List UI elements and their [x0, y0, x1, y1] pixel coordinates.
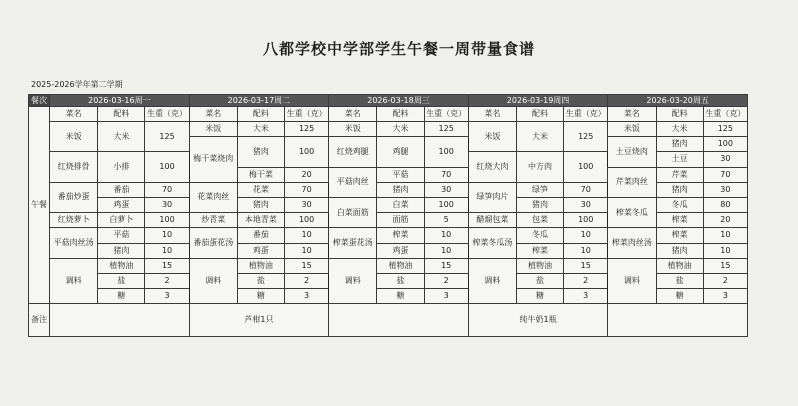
ingredient-weight: 3 [703, 289, 747, 304]
col-weight: 生重（克） [703, 107, 747, 122]
day-header: 2026-03-18周三 [329, 95, 469, 107]
dish-name: 调料 [329, 258, 377, 304]
ingredient-name: 白萝卜 [98, 213, 145, 228]
dish-name: 调料 [608, 258, 656, 304]
ingredient-name: 植物油 [98, 258, 145, 273]
col-dish: 菜名 [329, 107, 377, 122]
ingredient-name: 糖 [237, 289, 284, 304]
dish-name: 平菇肉丝 [329, 167, 377, 197]
ingredient-name: 榨菜 [656, 228, 703, 243]
ingredient-weight: 2 [424, 273, 468, 288]
dish-name: 米饭 [329, 122, 377, 137]
ingredient-weight: 5 [424, 213, 468, 228]
ingredient-name: 榨菜 [516, 243, 563, 258]
col-ingredient: 配料 [237, 107, 284, 122]
ingredient-weight: 10 [285, 228, 329, 243]
ingredient-weight: 80 [703, 197, 747, 212]
dish-name: 米饭 [189, 122, 237, 137]
ingredient-weight: 3 [285, 289, 329, 304]
dish-name: 榨菜蛋花汤 [329, 228, 377, 258]
ingredient-weight: 70 [285, 182, 329, 197]
dish-name: 炒青菜 [189, 213, 237, 228]
dish-name: 绿笋肉片 [468, 182, 516, 212]
ingredient-weight: 3 [564, 289, 608, 304]
ingredient-weight: 100 [285, 137, 329, 167]
ingredient-weight: 70 [703, 167, 747, 182]
ingredient-name: 榨菜 [377, 228, 424, 243]
col-dish: 菜名 [189, 107, 237, 122]
ingredient-name: 番茄 [237, 228, 284, 243]
ingredient-weight: 10 [145, 228, 189, 243]
ingredient-name: 平菇 [377, 167, 424, 182]
ingredient-weight: 100 [703, 137, 747, 152]
ingredient-weight: 125 [424, 122, 468, 137]
ingredient-weight: 2 [285, 273, 329, 288]
ingredient-weight: 100 [424, 197, 468, 212]
ingredient-name: 盐 [516, 273, 563, 288]
ingredient-weight: 15 [285, 258, 329, 273]
dish-name: 调料 [189, 258, 237, 304]
ingredient-weight: 2 [703, 273, 747, 288]
dish-name: 红烧排骨 [50, 152, 98, 182]
dish-name: 红烧鸡腿 [329, 137, 377, 167]
term-label: 2025-2026学年第二学期 [31, 80, 123, 89]
ingredient-weight: 10 [285, 243, 329, 258]
ingredient-weight: 10 [703, 228, 747, 243]
ingredient-name: 大米 [237, 122, 284, 137]
ingredient-weight: 70 [564, 182, 608, 197]
col-ingredient: 配料 [98, 107, 145, 122]
date-header-row [29, 95, 748, 107]
dish-name: 榨菜冬瓜 [608, 197, 656, 227]
ingredient-weight: 15 [564, 258, 608, 273]
dish-name: 花菜肉丝 [189, 182, 237, 212]
note-row [29, 304, 748, 337]
ingredient-weight: 100 [564, 152, 608, 182]
ingredient-weight: 100 [285, 213, 329, 228]
ingredient-name: 芹菜 [656, 167, 703, 182]
col-dish: 菜名 [608, 107, 656, 122]
dish-name: 梅干菜烧肉 [189, 137, 237, 183]
ingredient-weight: 10 [145, 243, 189, 258]
ingredient-name: 中方肉 [516, 152, 563, 182]
ingredient-weight: 30 [285, 197, 329, 212]
ingredient-weight: 100 [145, 213, 189, 228]
ingredient-weight: 10 [703, 243, 747, 258]
dish-name: 米饭 [468, 122, 516, 152]
col-weight: 生重（克） [145, 107, 189, 122]
column-header-row [29, 107, 748, 122]
meal-name: 午餐 [29, 107, 50, 304]
day-header: 2026-03-17周二 [189, 95, 329, 107]
ingredient-name: 猪肉 [656, 182, 703, 197]
ingredient-name: 猪肉 [237, 197, 284, 212]
page-title: 八都学校中学部学生午餐一周带量食谱 [262, 40, 535, 58]
weekly-menu-table [28, 94, 748, 337]
ingredient-weight: 3 [145, 289, 189, 304]
note-cell [329, 304, 469, 337]
ingredient-name: 盐 [98, 273, 145, 288]
meal-header: 餐次 [29, 95, 50, 107]
col-weight: 生重（克） [424, 107, 468, 122]
dish-name: 土豆烧肉 [608, 137, 656, 167]
ingredient-name: 冬瓜 [656, 197, 703, 212]
note-cell [608, 304, 748, 337]
ingredient-name: 小排 [98, 152, 145, 182]
ingredient-name: 榨菜 [656, 213, 703, 228]
ingredient-weight: 100 [145, 152, 189, 182]
ingredient-name: 大米 [656, 122, 703, 137]
ingredient-weight: 20 [285, 167, 329, 182]
ingredient-name: 包菜 [516, 213, 563, 228]
day-header: 2026-03-19周四 [468, 95, 608, 107]
ingredient-name: 花菜 [237, 182, 284, 197]
ingredient-weight: 30 [145, 197, 189, 212]
ingredient-weight: 30 [424, 182, 468, 197]
ingredient-name: 面筋 [377, 213, 424, 228]
ingredient-name: 植物油 [516, 258, 563, 273]
ingredient-name: 番茄 [98, 182, 145, 197]
ingredient-name: 猪肉 [377, 182, 424, 197]
ingredient-name: 猪肉 [516, 197, 563, 212]
col-dish: 菜名 [468, 107, 516, 122]
ingredient-name: 盐 [377, 273, 424, 288]
ingredient-name: 平菇 [98, 228, 145, 243]
ingredient-weight: 100 [424, 137, 468, 167]
ingredient-weight: 125 [703, 122, 747, 137]
dish-name: 米饭 [608, 122, 656, 137]
dish-name: 醋熘包菜 [468, 213, 516, 228]
ingredient-name: 猪肉 [656, 137, 703, 152]
ingredient-weight: 20 [703, 213, 747, 228]
ingredient-weight: 15 [424, 258, 468, 273]
ingredient-name: 梅干菜 [237, 167, 284, 182]
ingredient-name: 土豆 [656, 152, 703, 167]
ingredient-weight: 125 [285, 122, 329, 137]
ingredient-weight: 10 [564, 228, 608, 243]
ingredient-name: 植物油 [237, 258, 284, 273]
day-header: 2026-03-16周一 [50, 95, 190, 107]
ingredient-name: 植物油 [656, 258, 703, 273]
ingredient-name: 猪肉 [656, 243, 703, 258]
note-cell: 纯牛奶1瓶 [468, 304, 608, 337]
col-weight: 生重（克） [564, 107, 608, 122]
ingredient-name: 糖 [377, 289, 424, 304]
dish-name: 平菇肉丝汤 [50, 228, 98, 258]
dish-name: 调料 [50, 258, 98, 304]
ingredient-name: 糖 [656, 289, 703, 304]
ingredient-weight: 3 [424, 289, 468, 304]
dish-name: 番茄炒蛋 [50, 182, 98, 212]
dish-name: 榨菜肉丝汤 [608, 228, 656, 258]
ingredient-weight: 30 [703, 152, 747, 167]
ingredient-name: 鸡蛋 [377, 243, 424, 258]
col-ingredient: 配料 [516, 107, 563, 122]
ingredient-weight: 70 [424, 167, 468, 182]
ingredient-weight: 30 [703, 182, 747, 197]
ingredient-weight: 15 [703, 258, 747, 273]
note-label: 备注 [29, 304, 50, 337]
ingredient-name: 鸡蛋 [98, 197, 145, 212]
ingredient-weight: 125 [564, 122, 608, 152]
note-cell [50, 304, 190, 337]
ingredient-name: 大米 [98, 122, 145, 152]
dish-name: 调料 [468, 258, 516, 304]
col-ingredient: 配料 [377, 107, 424, 122]
dish-name: 红烧大肉 [468, 152, 516, 182]
ingredient-weight: 10 [564, 243, 608, 258]
dish-name: 米饭 [50, 122, 98, 152]
ingredient-name: 白菜 [377, 197, 424, 212]
ingredient-weight: 15 [145, 258, 189, 273]
ingredient-name: 糖 [98, 289, 145, 304]
ingredient-name: 绿笋 [516, 182, 563, 197]
ingredient-name: 糖 [516, 289, 563, 304]
ingredient-weight: 10 [424, 243, 468, 258]
note-cell: 芦柑1只 [189, 304, 329, 337]
ingredient-weight: 125 [145, 122, 189, 152]
ingredient-name: 盐 [237, 273, 284, 288]
ingredient-weight: 10 [424, 228, 468, 243]
dish-name: 榨菜冬瓜汤 [468, 228, 516, 258]
dish-name: 芹菜肉丝 [608, 167, 656, 197]
ingredient-weight: 70 [145, 182, 189, 197]
ingredient-name: 本地青菜 [237, 213, 284, 228]
ingredient-name: 植物油 [377, 258, 424, 273]
day-header: 2026-03-20周五 [608, 95, 748, 107]
ingredient-name: 猪肉 [98, 243, 145, 258]
ingredient-weight: 2 [145, 273, 189, 288]
ingredient-name: 冬瓜 [516, 228, 563, 243]
ingredient-name: 盐 [656, 273, 703, 288]
dish-name: 红烧萝卜 [50, 213, 98, 228]
ingredient-name: 大米 [516, 122, 563, 152]
col-ingredient: 配料 [656, 107, 703, 122]
col-dish: 菜名 [50, 107, 98, 122]
ingredient-name: 大米 [377, 122, 424, 137]
dish-name: 白菜面筋 [329, 197, 377, 227]
ingredient-name: 鸡蛋 [237, 243, 284, 258]
col-weight: 生重（克） [285, 107, 329, 122]
ingredient-weight: 2 [564, 273, 608, 288]
ingredient-name: 猪肉 [237, 137, 284, 167]
dish-name: 番茄蛋花汤 [189, 228, 237, 258]
ingredient-weight: 30 [564, 197, 608, 212]
ingredient-name: 鸡腿 [377, 137, 424, 167]
ingredient-weight: 100 [564, 213, 608, 228]
